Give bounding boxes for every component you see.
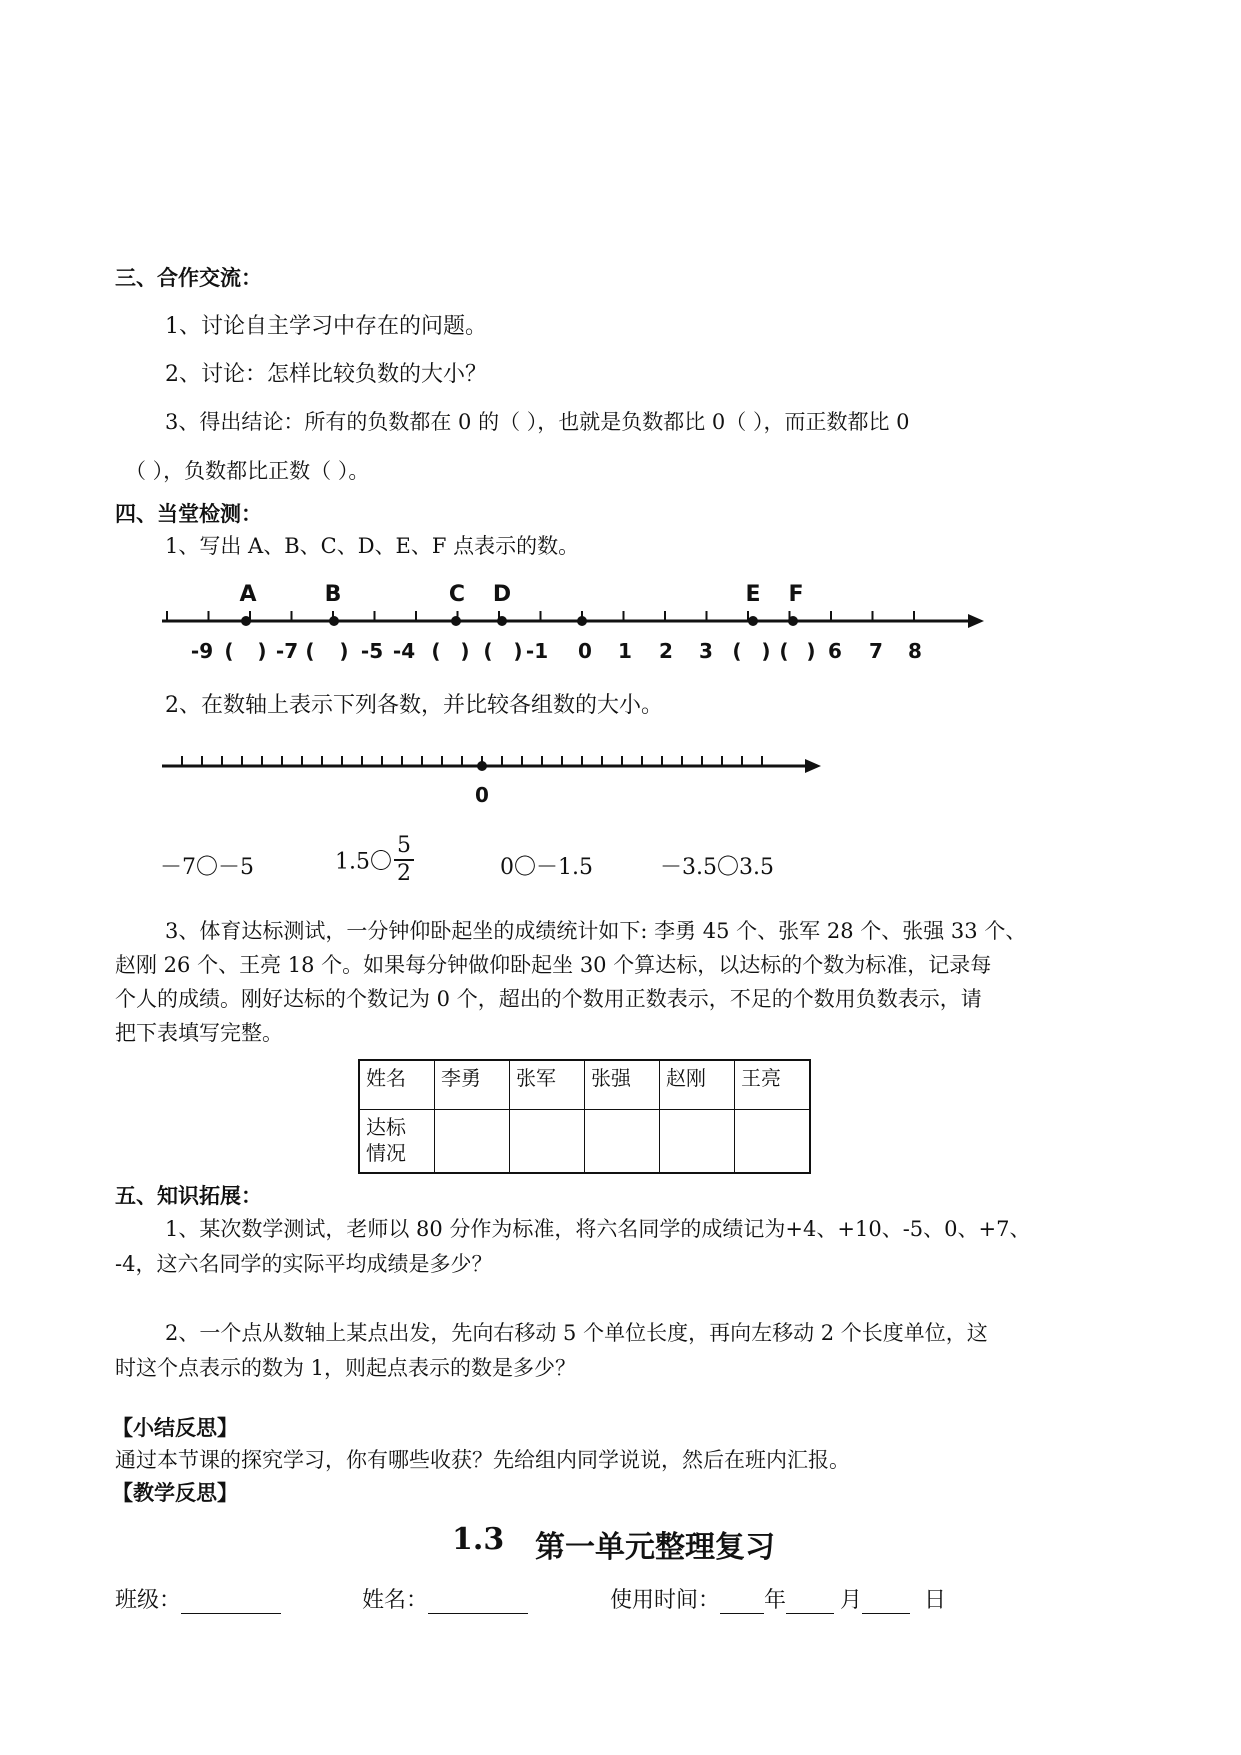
summary-heading: 【小结反思】	[112, 1416, 238, 1440]
table-row	[359, 1060, 810, 1110]
number-line-1-point	[788, 616, 798, 626]
day-blank[interactable]	[862, 1588, 910, 1614]
table-answer-cell[interactable]	[510, 1110, 585, 1174]
month-label: 月	[840, 1588, 863, 1613]
table-answer-cell[interactable]	[660, 1110, 735, 1174]
name-field	[362, 1583, 528, 1614]
compare-1: －7〇－5	[160, 855, 254, 880]
table-row-label: 达标 情况	[359, 1110, 435, 1174]
year-blank[interactable]	[720, 1588, 764, 1614]
number-line-1-tick-label: (	[483, 639, 493, 663]
fraction-denominator: 2	[397, 861, 411, 886]
section4-q2: 2、在数轴上表示下列各数，并比较各组数的大小。	[165, 693, 663, 718]
number-line-1-tick-label: 3	[699, 639, 713, 663]
number-line-1-tick-label: )	[460, 639, 470, 663]
number-line-1-point-label: A	[239, 582, 257, 607]
section3-item1: 1、讨论自主学习中存在的问题。	[165, 314, 487, 339]
section5-q2-line1: 2、一个点从数轴上某点出发，先向右移动 5 个单位长度，再向左移动 2 个长度单位，这	[165, 1321, 988, 1345]
compare-2-fraction	[394, 833, 414, 887]
number-line-1-point	[497, 616, 507, 626]
section4-q3-line2: 赵刚 26 个、王亮 18 个。如果每分钟做仰卧起坐 30 个算达标，以达标的个数为标准，记录每	[115, 953, 992, 977]
number-line-2-zero-label: 0	[475, 783, 489, 807]
table-header-cell: 张强	[585, 1060, 660, 1110]
section4-q3-line1: 3、体育达标测试，一分钟仰卧起坐的成绩统计如下: 李勇 45 个、张军 28 个、张强 33 个、	[165, 919, 1027, 943]
table-header-cell: 姓名	[359, 1060, 435, 1110]
section3-item3-line2: （ ），负数都比正数（ ）。	[125, 459, 370, 483]
number-line-1-tick-label: (	[431, 639, 441, 663]
number-line-1-tick-label: -1	[525, 639, 549, 663]
number-line-1-tick-label: (	[732, 639, 742, 663]
compare-2-left: 1.5〇	[335, 849, 392, 875]
number-line-1-tick-label: (	[779, 639, 789, 663]
number-line-1-tick-label: 2	[659, 639, 673, 663]
table-answer-cell[interactable]	[435, 1110, 510, 1174]
day-label: 日	[924, 1588, 947, 1613]
number-line-1-tick-label: -5	[360, 639, 384, 663]
class-field	[115, 1583, 281, 1614]
number-line-1-point-label: B	[324, 582, 342, 607]
month-blank[interactable]	[786, 1588, 834, 1614]
number-line-1-tick-label: -4	[392, 639, 416, 663]
name-label: 姓名：	[362, 1588, 429, 1613]
number-line-1-point	[241, 616, 251, 626]
table-answer-cell[interactable]	[585, 1110, 660, 1174]
section5-q1-line1: 1、某次数学测试，老师以 80 分作为标准，将六名同学的成绩记为+4、+10、-5、0、+7、	[165, 1217, 1031, 1241]
number-line-1-tick-label: )	[257, 639, 267, 663]
number-line-2-origin-point	[477, 761, 487, 771]
table-row	[359, 1110, 810, 1174]
section5-q2-line2: 时这个点表示的数为 1，则起点表示的数是多少？	[115, 1356, 577, 1380]
class-blank[interactable]	[181, 1588, 281, 1614]
section4-q3-line3: 个人的成绩。刚好达标的个数记为 0 个，超出的个数用正数表示，不足的个数用负数表示，请	[115, 987, 982, 1011]
lesson-number: 1.3	[452, 1522, 505, 1557]
time-field	[610, 1583, 946, 1614]
section3-item3-line1: 3、得出结论：所有的负数都在 0 的（ ），也就是负数都比 0（ ），而正数都比 0	[165, 410, 910, 434]
number-line-2	[0, 740, 1241, 810]
number-line-1-point	[748, 616, 758, 626]
number-line-1-tick-label: )	[806, 639, 816, 663]
compare-3: 0〇－1.5	[500, 855, 593, 880]
section4-q1: 1、写出 A、B、C、D、E、F 点表示的数。	[165, 534, 580, 558]
number-line-1-point-label: E	[745, 582, 761, 607]
lesson-title: 第一单元整理复习	[535, 1530, 775, 1565]
number-line-1-point-label: D	[492, 582, 512, 607]
number-line-1-point-label: F	[788, 582, 804, 607]
number-line-1-point	[329, 616, 339, 626]
number-line-1-tick-label: )	[339, 639, 349, 663]
number-line-1-arrow	[968, 614, 984, 628]
number-line-1-tick-label: 8	[908, 639, 922, 663]
number-line-2-arrow	[805, 759, 821, 773]
section3-heading: 三、合作交流：	[115, 266, 262, 290]
table-header-cell: 赵刚	[660, 1060, 735, 1110]
time-label: 使用时间：	[610, 1588, 721, 1613]
section4-q3-line4: 把下表填写完整。	[115, 1021, 283, 1045]
compare-4: －3.5〇3.5	[660, 855, 774, 880]
number-line-1-tick-label: )	[761, 639, 771, 663]
number-line-1-tick-label: 0	[578, 639, 592, 663]
fraction-numerator: 5	[394, 833, 414, 861]
compare-2	[335, 833, 416, 887]
number-line-1-tick-label: -9	[190, 639, 214, 663]
number-line-1-tick-label: (	[305, 639, 315, 663]
table-header-cell: 张军	[510, 1060, 585, 1110]
class-label: 班级：	[115, 1588, 182, 1613]
number-line-1-tick-label: -7	[275, 639, 299, 663]
table-header-cell: 李勇	[435, 1060, 510, 1110]
teaching-heading: 【教学反思】	[112, 1481, 238, 1505]
table-answer-cell[interactable]	[735, 1110, 811, 1174]
section5-q1-line2: -4，这六名同学的实际平均成绩是多少？	[115, 1252, 493, 1276]
number-line-1-point	[451, 616, 461, 626]
score-table	[358, 1059, 811, 1174]
summary-text: 通过本节课的探究学习，你有哪些收获？先给组内同学说说，然后在班内汇报。	[115, 1448, 850, 1472]
name-blank[interactable]	[428, 1588, 528, 1614]
section5-heading: 五、知识拓展：	[115, 1184, 262, 1208]
number-line-1-point-label: C	[448, 582, 466, 607]
number-line-1-tick-label: 6	[828, 639, 842, 663]
year-label: 年	[764, 1588, 787, 1613]
number-line-1-tick-label: )	[513, 639, 523, 663]
section3-item2: 2、讨论：怎样比较负数的大小？	[165, 362, 487, 387]
number-line-1-tick-label: (	[224, 639, 234, 663]
table-header-cell: 王亮	[735, 1060, 811, 1110]
number-line-1-origin-point	[577, 616, 587, 626]
number-line-1-tick-label: 7	[869, 639, 883, 663]
section4-heading: 四、当堂检测：	[115, 502, 262, 526]
number-line-1	[0, 570, 1241, 670]
number-line-1-tick-label: 1	[618, 639, 632, 663]
